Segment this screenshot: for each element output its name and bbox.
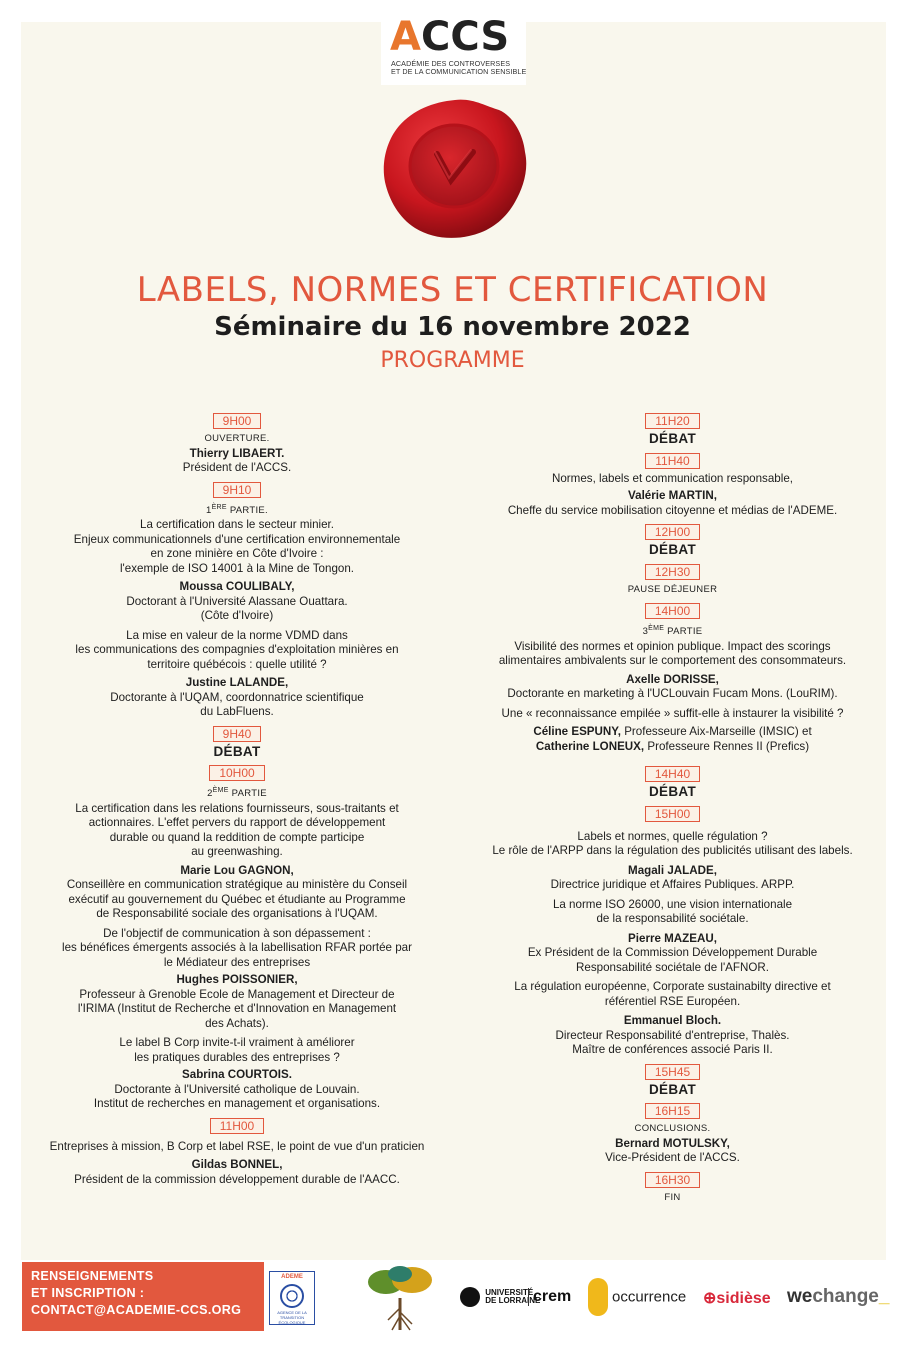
time-badge: 12H00	[645, 524, 700, 540]
time-badge: 11H20	[645, 413, 699, 429]
speaker-name: Céline ESPUNY,	[533, 725, 621, 739]
time-badge: 12H30	[645, 564, 700, 580]
speaker-name: Moussa COULIBALY,	[179, 580, 295, 594]
program-right-column	[470, 413, 875, 1211]
program-heading: PROGRAMME	[380, 348, 525, 373]
speaker-name: Valérie MARTIN,	[628, 489, 717, 502]
session-1500: 15H00 Labels et normes, quelle régulation ? Le rôle de l'ARPP dans la régulation des publicités utilisant des labels. Magali JALADE, Directrice juridique et Affaires Publiques. ARPP. La norme ISO 26000, une vision internationale de la responsabilité sociétale. Pierre MAZEAU, Ex Président de la Commission Développement Durable Responsabilité sociétale de l'AFNOR. La régulation européenne, Corporate sustainabilty directive et référentiel RSE Européen. Emmanuel Bloch. Directeur Responsabilité d'entreprise, Thalès. Maître de conférences associé Paris II.	[470, 806, 875, 1058]
accs-logo-subtitle: ACADÉMIE DES CONTROVERSES ET DE LA COMMUNICATION SENSIBLE	[391, 59, 527, 77]
session-conclusions: 16H15 CONCLUSIONS. Bernard MOTULSKY, Vice-Président de l'ACCS.	[470, 1103, 875, 1166]
session-debate: 12H00 DÉBAT	[470, 524, 875, 558]
speaker-name: Bernard MOTULSKY,	[615, 1136, 730, 1150]
time-badge: 9H00	[213, 413, 262, 429]
wechange-logo: wechange_	[787, 1286, 890, 1307]
occurrence-logo: occurrence	[588, 1278, 686, 1316]
session-debate: 9H40 DÉBAT	[213, 726, 261, 759]
sidiese-logo: ⊕sidièse	[703, 1290, 771, 1307]
registration-box: RENSEIGNEMENTS ET INSCRIPTION : CONTACT@ACADEMIE-CCS.ORG	[22, 1262, 264, 1331]
session-1140: 11H40 Normes, labels et communication responsable, Valérie MARTIN, Cheffe du service mobilisation citoyenne et médias de l'ADEME.	[470, 453, 875, 519]
speaker-name: Hughes POISSONIER,	[176, 973, 298, 987]
speaker-name: Thierry LIBAERT.	[189, 446, 285, 460]
session-opening: 9H00 OUVERTURE. Thierry LIBAERT. Président de l'ACCS.	[42, 413, 432, 476]
time-badge: 10H00	[209, 765, 264, 781]
wax-seal-image	[381, 96, 529, 242]
universite-lorraine-logo: UNIVERSITÉ DE LORRAINE	[460, 1287, 540, 1307]
time-badge: 11H40	[645, 453, 699, 469]
session-end: 16H30 FIN	[470, 1172, 875, 1206]
session-part-3: 14H00 3ÈME PARTIE Visibilité des normes et opinion publique. Impact des scorings alimentaires ambivalents sur le comportement des consommateurs. Axelle DORISSE, Doctorante en marketing à l'UCLouvain Fucam Mons. (LouRIM). Une « reconnaissance empilée » suffit-elle à instaurer la visibilité ? Céline ESPUNY, Professeure Aix-Marseille (IMSIC) et Catherine LONEUX, Professeure Rennes II (Prefics)	[470, 603, 875, 754]
time-badge: 11H00	[210, 1118, 264, 1134]
drop-icon	[588, 1278, 608, 1316]
time-badge: 14H40	[645, 766, 700, 782]
time-badge: 15H45	[645, 1064, 700, 1080]
time-badge: 14H00	[645, 603, 700, 619]
program-left-column	[42, 413, 432, 1193]
time-badge: 9H10	[213, 482, 262, 498]
session-debate: 14H40 DÉBAT	[470, 766, 875, 800]
session-debate: 15H45 DÉBAT	[470, 1064, 875, 1098]
globe-icon	[280, 1284, 304, 1308]
ademe-logo: ADEME AGENCE DE LA TRANSITION ÉCOLOGIQUE	[269, 1271, 315, 1325]
speaker-name: Catherine LONEUX,	[535, 739, 645, 753]
page-title: LABELS, NORMES ET CERTIFICATION	[136, 270, 769, 310]
speaker-name: Magali JALADE,	[628, 863, 717, 877]
tree-logo	[350, 1264, 450, 1332]
speaker-name: Emmanuel Bloch.	[623, 1014, 722, 1028]
speaker-name: Pierre MAZEAU,	[628, 931, 717, 945]
session-part-2: 10H00 2ÈME PARTIE La certification dans les relations fournisseurs, sous-traitants et actionnaires. L'effet pervers du rapport de développement durable ou quand la reddition de compte participe au greenwashing. Marie Lou GAGNON, Conseillère en communication stratégique au ministère du Conseil exécutif au gouvernement du Québec et étudiante au Programme de Responsabilité sociale des organisations à l'UQAM. De l'objectif de communication à son dépassement : les bénéfices émergents associés à la labellisation RFAR portée par le Médiateur des entreprises Hughes POISSONIER, Professeur à Grenoble Ecole de Management et Directeur de l'IRIMA (Institut de Recherche et d'Innovation en Management des Achats). Le label B Corp invite-t-il vraiment à améliorer les pratiques durables des entreprises ? Sabrina COURTOIS. Doctorante à l'Université catholique de Louvain. Institut de recherches en management et organisations.	[42, 765, 432, 1112]
time-badge: 9H40	[213, 726, 262, 742]
session-1100: 11H00 Entreprises à mission, B Corp et label RSE, le point de vue d'un praticien Gildas BONNEL, Président de la commission développement durable de l'AACC.	[42, 1118, 432, 1188]
time-badge: 16H15	[645, 1103, 700, 1119]
speaker-name: Sabrina COURTOIS.	[182, 1068, 292, 1082]
speaker-name: Justine LALANDE,	[185, 676, 289, 690]
ul-circle-icon	[460, 1287, 480, 1307]
session-debate: 11H20 DÉBAT	[470, 413, 875, 447]
speaker-name: Gildas BONNEL,	[191, 1158, 283, 1172]
accs-logo-wordmark: ACCS	[390, 14, 510, 60]
crem-logo: crem	[528, 1288, 571, 1306]
session-lunch: 12H30 PAUSE DÉJEUNER	[627, 564, 718, 595]
page-subtitle: Séminaire du 16 novembre 2022	[214, 312, 691, 342]
contact-email-link[interactable]: CONTACT@ACADEMIE-CCS.ORG	[31, 1303, 242, 1317]
speaker-name: Axelle DORISSE,	[626, 672, 719, 686]
session-part-1: 9H10 1ÈRE PARTIE. La certification dans le secteur minier. Enjeux communicationnels d'une certification environnementale en zone minière en Côte d'Ivoire : l'exemple de ISO 14001 à la Mine de Tongon. Moussa COULIBALY, Doctorant à l'Université Alassane Ouattara. (Côte d'Ivoire) La mise en valeur de la norme VDMD dans les communications des compagnies d'exploitation minières en territoire québécois : quelle utilité ? Justine LALANDE, Doctorante à l'UQAM, coordonnatrice scientifique du LabFluens.	[42, 482, 432, 720]
speaker-name: Marie Lou GAGNON,	[180, 863, 294, 877]
time-badge: 16H30	[645, 1172, 700, 1188]
time-badge: 15H00	[645, 806, 700, 822]
